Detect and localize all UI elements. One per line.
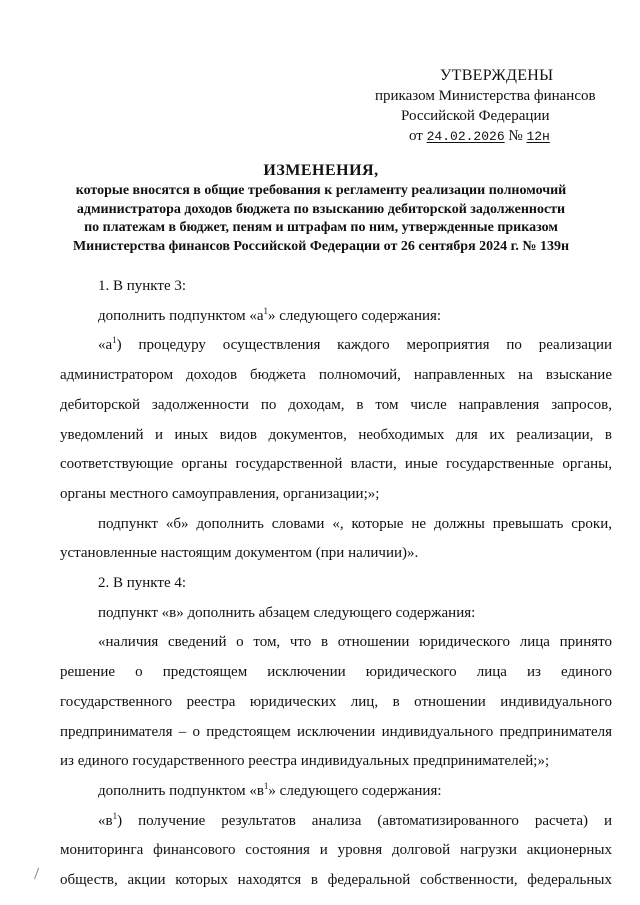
- paragraph-a1-text: «$а^1$) процедуру осуществления каждого мероприятия по реализации администратором доходов бюджета полномочий, направленных на взыскание дебиторской задолженности по доходам, в том числе направления запросов, уведомлений и иных видов документов, необходимых для их реализации, в соответствующие органы государственной власти, иные государственные органы, органы местного самоуправления, организации;»;: [60, 335, 612, 502]
- paragraph-subpoint-v: подпункт «в» дополнить абзацем следующего содержания:: [98, 604, 476, 621]
- approval-country-line: Российской Федерации: [401, 108, 550, 124]
- title-line-3: по платежам в бюджет, пеням и штрафам по ним, утвержденные приказом: [84, 220, 558, 235]
- title-heading: ИЗМЕНЕНИЯ,: [263, 162, 379, 179]
- approval-heading: УТВЕРЖДЕНЫ: [440, 67, 554, 84]
- approval-order-line: приказом Министерства финансов: [375, 88, 596, 104]
- title-line-1: которые вносятся в общие требования к регламенту реализации полномочий: [75, 183, 567, 198]
- paragraph-add-v1: дополнить подпунктом «$в^1$» следующего содержания:: [98, 780, 442, 799]
- scan-mark: [34, 868, 42, 881]
- order-date: 24.02.2026: [426, 129, 505, 144]
- number-sign: №: [508, 128, 523, 144]
- paragraph-v1-text: «$в^1$) получение результатов анализа (автоматизированного расчета) и мониторинга финансового состояния и уровня долговой нагрузки акционерных обществ, акции которых находятся в федеральной собственности, федеральных: [60, 810, 612, 889]
- approval-date-line: [375, 126, 625, 147]
- document-body: [60, 272, 612, 896]
- paragraph-v-text: «наличия сведений о том, что в отношении юридического лица принято решение о предстоящем исключении юридического лица из единого государственного реестра юридических лиц, в отношении индивидуального предпринимателя – о предстоящем исключении индивидуального предпринимателя из единого государственного реестра индивидуальных предпринимателей;»;: [60, 634, 612, 770]
- paragraph-point-3: 1. В пункте 3:: [98, 278, 187, 294]
- document-title: [56, 160, 586, 256]
- order-number: 12н: [526, 129, 550, 144]
- title-line-2: администратора доходов бюджета по взысканию дебиторской задолженности: [76, 201, 566, 217]
- title-line-4: Министерства финансов Российской Федерации от 26 сентября 2024 г. № 139н: [72, 238, 570, 254]
- date-prefix: от: [409, 128, 423, 144]
- approval-stamp: [375, 66, 625, 147]
- paragraph-point-4: 2. В пункте 4:: [98, 575, 187, 592]
- paragraph-add-a1: дополнить подпунктом «$а^1$» следующего содержания:: [98, 305, 442, 324]
- paragraph-subpoint-b: подпункт «б» дополнить словами «, которые не должны превышать сроки, установленные настоящим документом (при наличии)».: [60, 515, 612, 562]
